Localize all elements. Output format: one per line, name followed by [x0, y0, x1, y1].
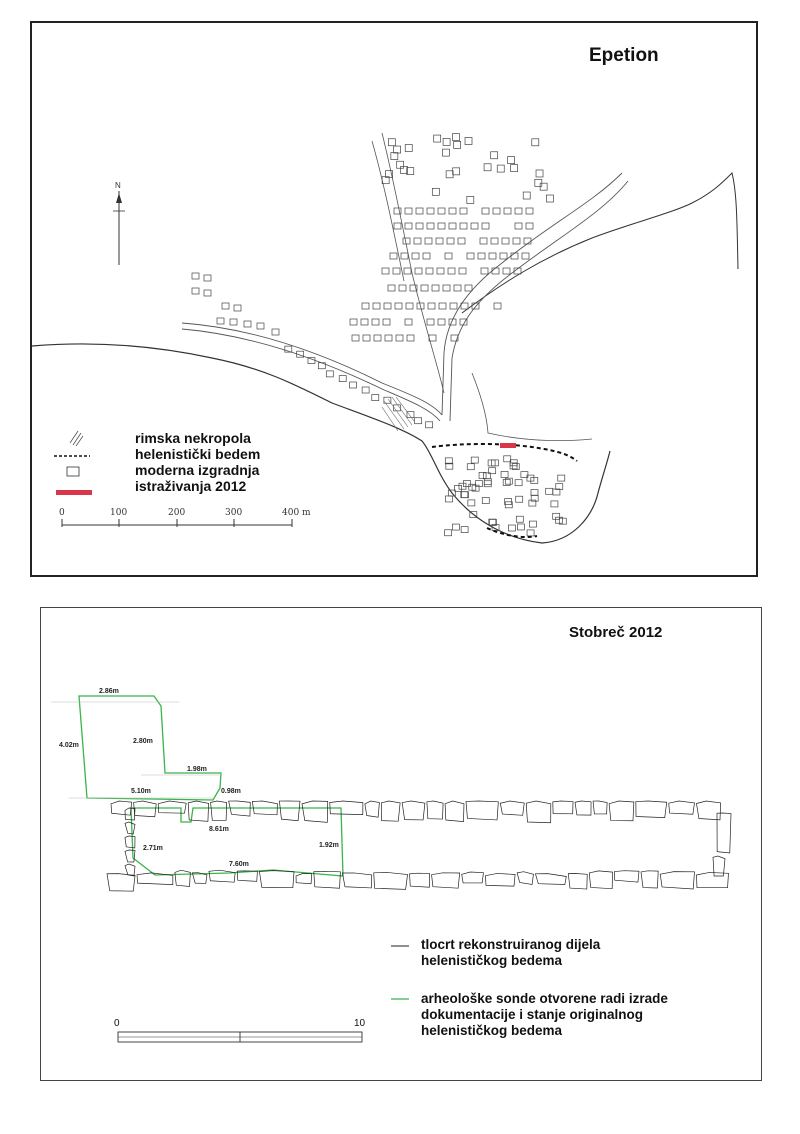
building-block [415, 418, 422, 424]
wall-stone [107, 874, 135, 892]
legend-label-sondes: arheološke sonde otvorene radi izrade dokumentacije i stanje originalnog helenističkog bedema [421, 991, 668, 1038]
building-block [361, 319, 368, 325]
building-block [372, 395, 379, 401]
building-block [453, 168, 460, 175]
measurement-label: 4.02m [59, 742, 79, 749]
building-block [405, 208, 412, 214]
wall-stone [526, 801, 551, 823]
building-block [526, 223, 533, 229]
building-block [443, 285, 450, 291]
wall-stone [609, 801, 634, 821]
legend-label-modern: moderna izgradnja [135, 462, 260, 478]
building-block [192, 288, 199, 294]
building-block [493, 208, 500, 214]
measurement-label: 0.98m [221, 788, 241, 795]
building-block [460, 208, 467, 214]
building-block [339, 376, 346, 382]
wall-stone [593, 801, 607, 814]
building-block [501, 471, 508, 477]
building-block [465, 137, 472, 144]
wall-stone [381, 801, 400, 821]
building-block [511, 165, 518, 172]
building-block [393, 268, 400, 274]
building-block [432, 188, 439, 195]
building-block [438, 223, 445, 229]
wall-stone [615, 871, 639, 882]
building-block [482, 223, 489, 229]
building-block [446, 171, 453, 178]
wall-stone [669, 801, 695, 814]
building-block [449, 208, 456, 214]
scale-bar-bottom [118, 1032, 362, 1042]
building-block [234, 305, 241, 311]
building-block [491, 238, 498, 244]
scale-bar-top [62, 519, 292, 527]
building-block [405, 319, 412, 325]
building-block [385, 335, 392, 341]
building-block [244, 321, 251, 327]
wall-stone [302, 801, 328, 822]
scale-tick-200: 200 [168, 508, 186, 518]
wall-stone [365, 801, 380, 817]
wall-stone [410, 873, 430, 887]
wall-stone [466, 801, 498, 820]
building-block [551, 501, 558, 507]
building-block [478, 253, 485, 259]
building-block [505, 478, 512, 484]
wall-stone [636, 801, 667, 818]
building-block [350, 319, 357, 325]
building-block [504, 208, 511, 214]
measurement-label: 2.71m [143, 845, 163, 852]
scale-tick-100: 100 [110, 508, 128, 518]
red-bar-icon [56, 490, 92, 495]
building-block [553, 513, 560, 519]
building-block [373, 303, 380, 309]
building-block [423, 253, 430, 259]
building-block [217, 318, 224, 324]
wall-stone [517, 872, 533, 885]
building-block [350, 382, 357, 388]
main-road-2 [182, 329, 440, 421]
building-block [436, 238, 443, 244]
building-block [479, 472, 486, 478]
research-2012-marker [500, 443, 516, 448]
wall-stone [175, 870, 190, 886]
building-block [454, 141, 461, 148]
building-block [445, 253, 452, 259]
wall-stone [402, 801, 425, 820]
building-block [425, 238, 432, 244]
building-block [508, 525, 515, 531]
building-block [494, 303, 501, 309]
wall-stone [535, 874, 566, 885]
building-block [230, 319, 237, 325]
building-block [395, 303, 402, 309]
measurement-label: 8.61m [209, 826, 229, 833]
building-block [445, 496, 452, 502]
building-block [450, 303, 457, 309]
building-block [437, 268, 444, 274]
building-block [394, 223, 401, 229]
building-block [416, 223, 423, 229]
building-block [467, 464, 474, 470]
building-block [458, 238, 465, 244]
measurement-label: 1.92m [319, 842, 339, 849]
building-block [426, 268, 433, 274]
building-block [192, 273, 199, 279]
building-block [391, 153, 398, 160]
building-block [372, 319, 379, 325]
building-block [459, 268, 466, 274]
building-block [517, 524, 524, 530]
building-block [404, 268, 411, 274]
building-block [508, 157, 515, 164]
building-block [497, 165, 504, 172]
measurement-label: 2.80m [133, 738, 153, 745]
wall-stone [660, 872, 694, 889]
wall-stone [125, 808, 135, 820]
scale-tick-400: 400 m [282, 508, 311, 518]
building-block [558, 475, 565, 481]
building-block [522, 253, 529, 259]
building-block [452, 524, 459, 530]
building-block [426, 422, 433, 428]
building-block [461, 527, 468, 533]
building-block [471, 223, 478, 229]
building-block [449, 223, 456, 229]
building-block [515, 208, 522, 214]
measurement-label: 2.86m [99, 688, 119, 695]
building-block [382, 268, 389, 274]
building-block [388, 285, 395, 291]
building-block [454, 285, 461, 291]
building-block [484, 479, 491, 485]
building-block [352, 335, 359, 341]
measurement-label: 7.60m [229, 861, 249, 868]
building-block [415, 268, 422, 274]
building-block [204, 290, 211, 296]
rectangle-icon [67, 467, 79, 476]
map-title: Epetion [589, 45, 659, 66]
wall-stone [641, 871, 658, 888]
building-block [536, 170, 543, 177]
building-block [452, 134, 459, 141]
building-block [448, 268, 455, 274]
building-block [438, 319, 445, 325]
coastline-east [462, 173, 738, 313]
building-block [516, 516, 523, 522]
building-block [427, 223, 434, 229]
building-block [515, 480, 522, 486]
wall-stone [125, 822, 135, 834]
building-block [467, 196, 474, 203]
building-block [399, 285, 406, 291]
building-block [204, 275, 211, 281]
hatched-circle-icon [69, 431, 83, 446]
building-block [438, 208, 445, 214]
building-block [434, 135, 441, 142]
building-block [397, 161, 404, 168]
building-block [374, 335, 381, 341]
legend-label-necropolis: rimska nekropola [135, 430, 251, 446]
building-block [504, 456, 511, 462]
legend-label-wall: helenistički bedem [135, 446, 261, 462]
building-block [427, 319, 434, 325]
epetion-map-panel [30, 21, 758, 577]
building-block [471, 457, 478, 463]
north-label: N [115, 181, 121, 190]
building-block [390, 253, 397, 259]
building-block [467, 253, 474, 259]
building-block [531, 477, 538, 483]
building-block [515, 223, 522, 229]
building-block [326, 371, 333, 377]
epetion-map-drawing [32, 23, 760, 579]
building-block [516, 496, 523, 502]
building-block [432, 285, 439, 291]
building-block [427, 208, 434, 214]
building-block [388, 139, 395, 146]
wall-stones [107, 801, 731, 891]
building-block [257, 323, 264, 329]
building-block [513, 238, 520, 244]
road-southeast [472, 373, 592, 441]
building-block [445, 530, 452, 536]
sonde-upper-outline [79, 696, 221, 800]
wall-stone [134, 801, 157, 817]
wall-stone [589, 871, 612, 889]
building-block [412, 253, 419, 259]
building-block [502, 238, 509, 244]
building-block [489, 253, 496, 259]
building-block [447, 238, 454, 244]
roman-necropolis [382, 397, 414, 431]
plan-title: Stobreč 2012 [569, 624, 663, 641]
building-block [414, 238, 421, 244]
measurement-label: 5.10m [131, 788, 151, 795]
building-block [396, 335, 403, 341]
scale-tick-0: 0 [114, 1018, 120, 1029]
building-block [482, 208, 489, 214]
building-block [531, 489, 538, 495]
building-block [362, 387, 369, 393]
building-block [442, 149, 449, 156]
road-north [442, 173, 622, 415]
wall-stone [427, 801, 443, 819]
building-block [484, 481, 491, 487]
road-west [382, 133, 444, 393]
measurement-label: 1.98m [187, 766, 207, 773]
building-block [482, 498, 489, 504]
legend-label-research: istraživanja 2012 [135, 478, 247, 494]
scale-tick-300: 300 [225, 508, 243, 518]
stobrec-plan-panel [40, 607, 762, 1081]
wall-stone [259, 871, 294, 888]
building-block [403, 238, 410, 244]
building-block [546, 488, 553, 494]
building-block [421, 285, 428, 291]
wall-stone [374, 872, 408, 889]
building-block [546, 195, 553, 202]
building-block [524, 238, 531, 244]
building-block [443, 138, 450, 145]
wall-stone [485, 873, 515, 886]
wall-stone [500, 801, 524, 815]
building-block [480, 238, 487, 244]
building-block [503, 479, 510, 485]
building-block [428, 303, 435, 309]
scale-tick-10: 10 [354, 1018, 366, 1029]
building-block [405, 145, 412, 152]
building-block [401, 253, 408, 259]
building-block [394, 146, 401, 153]
building-block [363, 335, 370, 341]
wall-stone [553, 801, 573, 814]
wall-stone [211, 801, 227, 820]
wall-stone [445, 801, 464, 822]
building-block [384, 303, 391, 309]
wall-stone [279, 801, 300, 821]
building-block [503, 268, 510, 274]
wall-stone [717, 813, 731, 853]
building-block [526, 208, 533, 214]
building-block [416, 208, 423, 214]
building-block [481, 268, 488, 274]
building-block [511, 253, 518, 259]
building-block [383, 319, 390, 325]
wall-stone [209, 870, 235, 882]
building-block [523, 192, 530, 199]
north-arrow-icon [113, 191, 125, 265]
wall-stone [342, 873, 371, 888]
building-block [407, 335, 414, 341]
building-block [222, 303, 229, 309]
building-block [439, 303, 446, 309]
building-block [362, 303, 369, 309]
building-block [500, 253, 507, 259]
building-block [272, 329, 279, 335]
building-block [484, 164, 491, 171]
building-block [492, 268, 499, 274]
building-block [468, 500, 475, 506]
wall-stone [296, 874, 312, 884]
building-block [532, 139, 539, 146]
wall-stone [158, 801, 186, 813]
wall-stone [568, 874, 587, 890]
building-block [527, 530, 534, 536]
scale-tick-0: 0 [59, 508, 65, 518]
wall-stone [432, 873, 460, 888]
building-block [406, 303, 413, 309]
wall-stone [462, 872, 484, 883]
building-block [491, 152, 498, 159]
building-block [460, 223, 467, 229]
wall-stone [575, 801, 591, 815]
building-block [529, 521, 536, 527]
legend-label-reconstructed-wall: tlocrt rekonstruiranog dijela helenističkog bedema [421, 937, 601, 968]
building-block [465, 285, 472, 291]
wall-stone [125, 836, 135, 848]
building-block [405, 223, 412, 229]
